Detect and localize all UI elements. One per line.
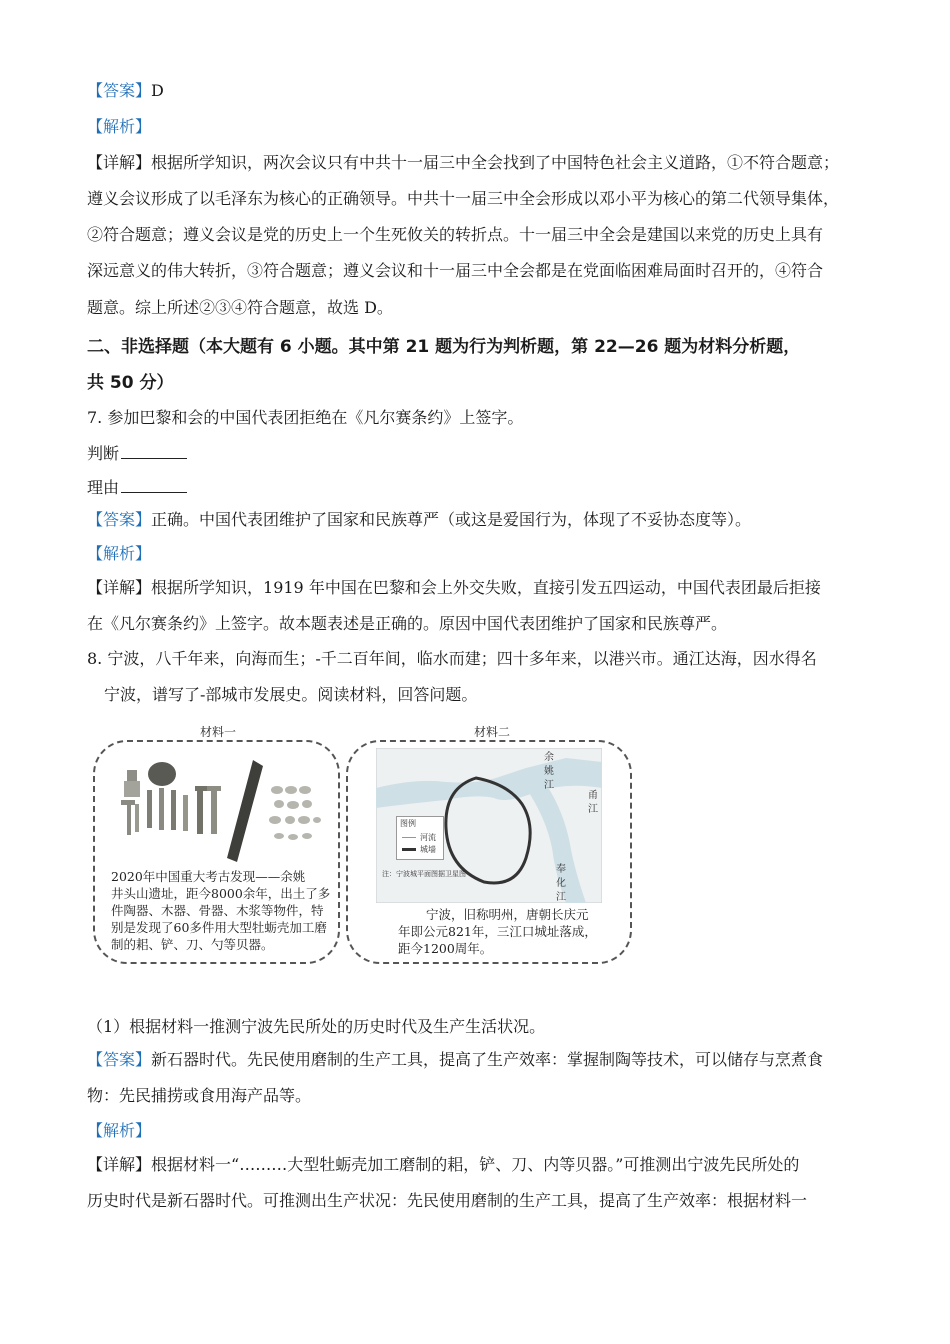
judge-label: 判断 bbox=[87, 444, 120, 463]
section-heading-line-2: 共 50 分） bbox=[87, 373, 174, 393]
q6-detail-line-1 bbox=[87, 152, 839, 174]
q8-sub1-detail-line-1 bbox=[87, 1154, 799, 1176]
material2-caption-3: 距今1200周年。 bbox=[398, 941, 493, 956]
analysis-tag: 【解析】 bbox=[87, 1121, 152, 1140]
map-label-yong: 甬 bbox=[588, 790, 598, 801]
q6-detail-line-5: 题意。综上所述②③④符合题意，故选 D。 bbox=[87, 298, 393, 317]
map-legend-title: 图例 bbox=[400, 819, 416, 828]
map-label-jiang-3: 江 bbox=[556, 892, 566, 903]
map-label-jiang-2: 江 bbox=[588, 804, 598, 815]
material1-caption-5: 制的耜、铲、刀、勺等贝器。 bbox=[111, 937, 274, 952]
q8-sub1-answer-text: 新石器时代。先民使用磨制的生产工具，提高了生产效率：掌握制陶等技术，可以储存与烹煮食 bbox=[151, 1050, 824, 1069]
q6-detail-line-4: 深远意义的伟大转折，③符合题意；遵义会议和十一届三中全会都是在党面临困难局面时召开的，④符合 bbox=[87, 261, 824, 280]
map-label-yu: 余 bbox=[544, 752, 554, 763]
material1-panel bbox=[93, 740, 340, 964]
q8-sub1-detail-line-2: 历史时代是新石器时代。可推测出生产状况：先民使用磨制的生产工具，提高了生产效率：根据材料一 bbox=[87, 1191, 808, 1210]
answer-tag: 【答案】 bbox=[87, 81, 152, 100]
q6-answer: D bbox=[151, 81, 164, 100]
answer-tag: 【答案】 bbox=[87, 510, 152, 529]
q7-reason-line bbox=[87, 476, 187, 499]
material1-caption-1: 2020年中国重大考古发现——余姚 bbox=[111, 869, 306, 884]
material2-caption-1: 宁波，旧称明州，唐朝长庆元 bbox=[426, 907, 589, 922]
detail-tag: 【详解】 bbox=[87, 578, 152, 597]
material2-title: 材料二 bbox=[474, 725, 511, 739]
map-label-feng: 奉 bbox=[556, 864, 566, 875]
q6-answer-line bbox=[87, 80, 164, 102]
q7-answer-line bbox=[87, 509, 751, 531]
material1-title: 材料一 bbox=[200, 725, 237, 739]
reason-blank bbox=[121, 476, 187, 493]
map-label-yao: 姚 bbox=[544, 766, 554, 777]
q6-detail-line-2: 遵义会议形成了以毛泽东为核心的正确领导。中共十一届三中全会形成以邓小平为核心的第二代领导集体， bbox=[87, 189, 840, 208]
q8-sub1-answer-line-2: 物：先民捕捞或食用海产品等。 bbox=[87, 1086, 312, 1105]
detail-tag: 【详解】 bbox=[87, 153, 152, 172]
artifact-photo bbox=[107, 750, 327, 870]
q6-detail-text: 根据所学知识，两次会议只有中共十一届三中全会找到了中国特色社会主义道路，①不符合题意； bbox=[151, 153, 840, 172]
map-label-hua: 化 bbox=[556, 878, 566, 889]
section-heading-line-1: 二、非选择题（本大题有 6 小题。其中第 21 题为行为判析题，第 22—26 题为材料分析题， bbox=[87, 337, 801, 357]
reason-label: 理由 bbox=[87, 478, 120, 497]
material2-caption-2: 年即公元821年，三江口城址落成， bbox=[398, 924, 597, 939]
map-label-jiang-1: 江 bbox=[544, 780, 554, 791]
river-swatch-icon bbox=[402, 837, 416, 839]
q8-sub1-question: （1）根据材料一推测宁波先民所处的历史时代及生产生活状况。 bbox=[87, 1017, 546, 1036]
material1-caption-2: 井头山遗址，距今8000余年，出土了多 bbox=[111, 886, 331, 901]
q7-answer: 正确。中国代表团维护了国家和民族尊严（或这是爱国行为，体现了不妥协态度等）。 bbox=[151, 510, 752, 529]
judge-blank bbox=[121, 442, 187, 459]
map-legend-wall: 城墙 bbox=[420, 845, 436, 854]
material1-caption-3: 件陶器、木器、骨器、木浆等物件，特 bbox=[111, 903, 324, 918]
wall-swatch-icon bbox=[402, 848, 416, 851]
map-legend-river: 河流 bbox=[420, 833, 436, 842]
q8-question-line-1: 8. 宁波，八千年来，向海而生；-千二百年间，临水而建；四十多年来，以港兴市。通江达海，因水得名 bbox=[87, 649, 817, 668]
q7-detail-line-2: 在《凡尔赛条约》上签字。故本题表述是正确的。原因中国代表团维护了国家和民族尊严。 bbox=[87, 614, 728, 633]
detail-tag: 【详解】 bbox=[87, 1155, 152, 1174]
q6-detail-line-3: ②符合题意；遵义会议是党的历史上一个生死攸关的转折点。十一届三中全会是建国以来党的历史上具有 bbox=[87, 225, 824, 244]
material1-caption-4: 别是发现了60多件用大型牡蛎壳加工磨 bbox=[111, 920, 327, 935]
analysis-tag: 【解析】 bbox=[87, 544, 152, 563]
material2-panel bbox=[346, 740, 632, 964]
map-note: 注：宁波城平面图据卫星图 bbox=[382, 870, 466, 878]
q7-judge-line bbox=[87, 442, 187, 465]
q7-question: 7. 参加巴黎和会的中国代表团拒绝在《凡尔赛条约》上签字。 bbox=[87, 408, 524, 427]
q7-detail-text: 根据所学知识，1919 年中国在巴黎和会上外交失败，直接引发五四运动，中国代表团最后拒接 bbox=[151, 578, 821, 597]
q7-detail-line-1 bbox=[87, 577, 821, 599]
q8-question-line-2: 宁波，谱写了-部城市发展史。阅读材料，回答问题。 bbox=[104, 685, 478, 704]
q8-sub1-answer-line-1 bbox=[87, 1049, 823, 1071]
q8-sub1-detail-text: 根据材料一“………大型牡蛎壳加工磨制的耜，铲、刀、内等贝器。”可推测出宁波先民所处的 bbox=[151, 1155, 800, 1174]
analysis-tag: 【解析】 bbox=[87, 117, 152, 136]
answer-tag: 【答案】 bbox=[87, 1050, 152, 1069]
